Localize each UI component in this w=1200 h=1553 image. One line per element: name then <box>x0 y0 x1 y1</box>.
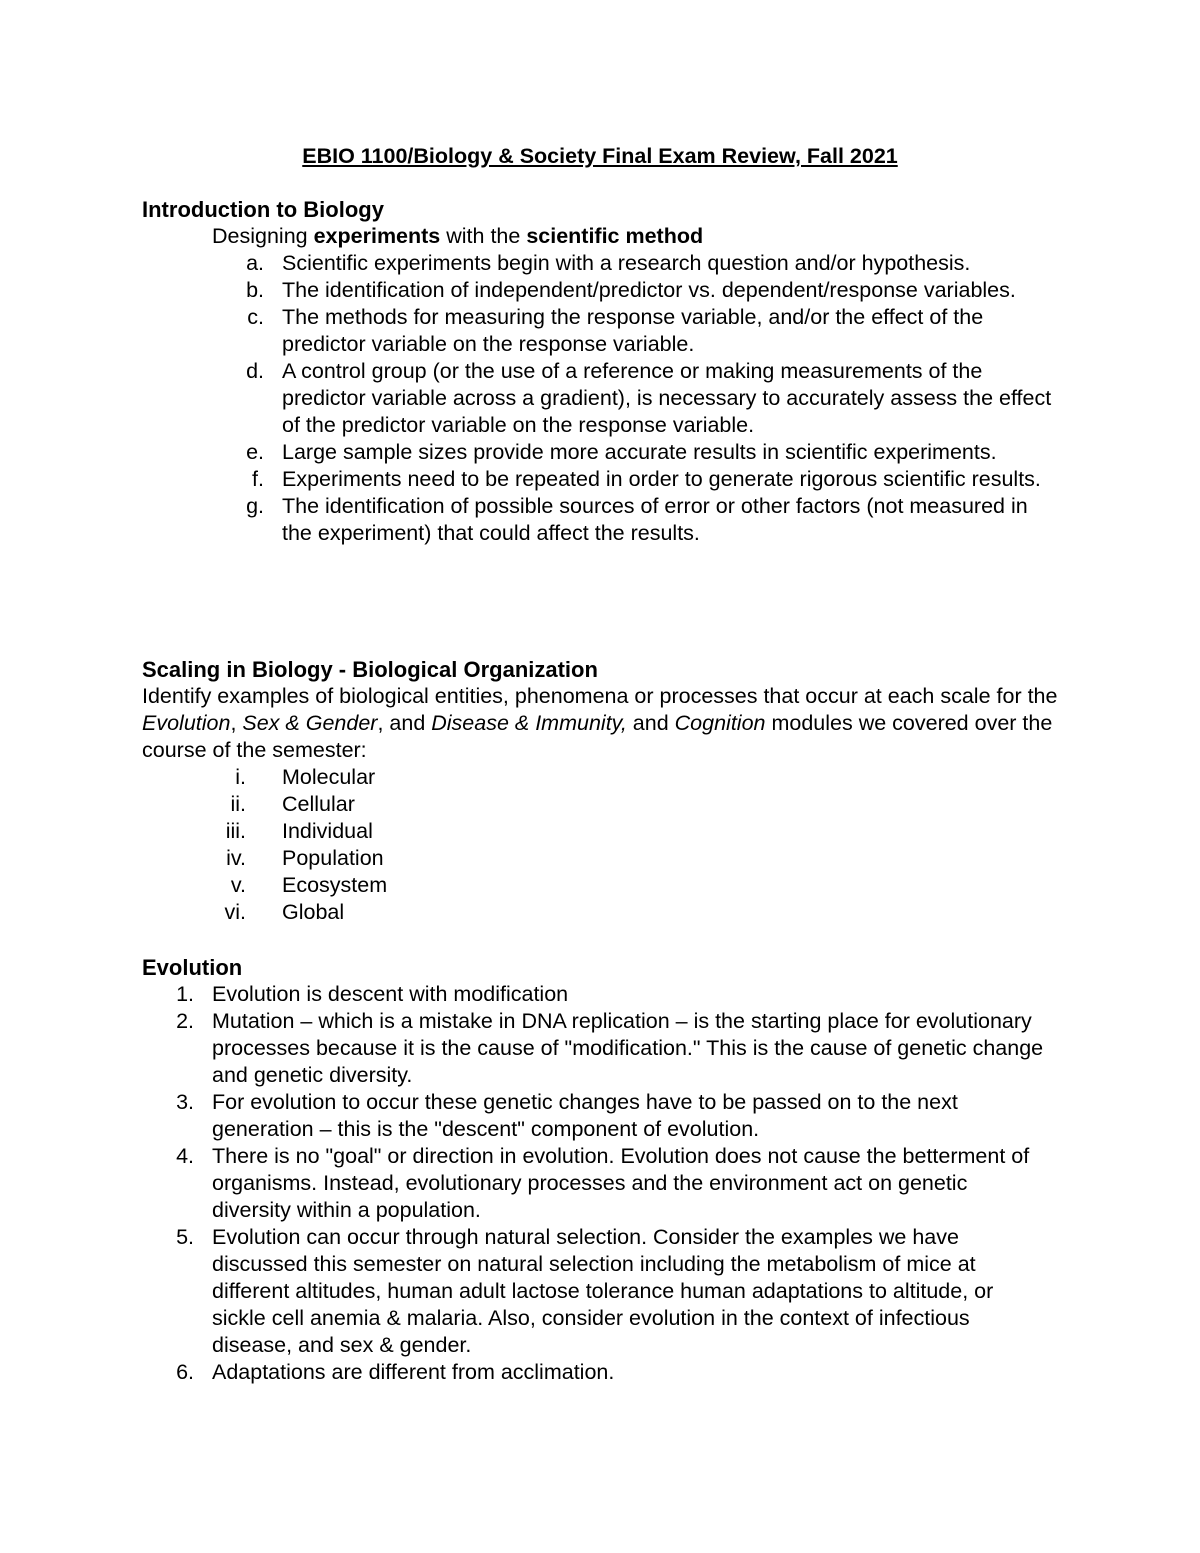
list-item <box>142 1224 1052 1359</box>
list-marker: f. <box>252 467 264 491</box>
subheading-mid: with the <box>440 224 527 248</box>
list-item <box>142 1143 1052 1224</box>
list-item-text: The identification of possible sources of error or other factors (not measured in the experiment) that could affect the results. <box>282 494 1028 545</box>
list-item-text: Population <box>282 846 384 870</box>
para-text: , <box>230 711 243 735</box>
list-item-text: A control group (or the use of a reference or making measurements of the predictor variable across a gradient), is necessary to accurately assess the effect of the predictor variable on the response variable. <box>282 359 1052 437</box>
document-title: EBIO 1100/Biology & Society Final Exam Review, Fall 2021 <box>302 144 898 168</box>
list-marker: v. <box>230 873 246 897</box>
para-italic-evolution: Evolution <box>142 711 231 735</box>
list-item <box>142 493 1052 547</box>
intro-list <box>142 250 1072 547</box>
list-marker: 4. <box>176 1144 194 1168</box>
list-marker: vi. <box>224 900 246 924</box>
para-text: modules we covered over the course of the semester: <box>142 711 1053 762</box>
list-item <box>142 439 1052 466</box>
list-item-text: Molecular <box>282 765 376 789</box>
list-item <box>142 791 1052 818</box>
list-item <box>142 899 1052 926</box>
list-item-text: Global <box>282 900 345 924</box>
list-item <box>142 358 1052 439</box>
subheading-experiments <box>212 223 1072 250</box>
list-item <box>142 304 1052 358</box>
subheading-prefix: Designing <box>212 224 314 248</box>
list-item-text: Individual <box>282 819 373 843</box>
list-item <box>142 872 1052 899</box>
list-item <box>142 818 1052 845</box>
section-evolution <box>142 954 1072 1386</box>
list-item <box>142 845 1052 872</box>
list-item <box>142 1008 1052 1089</box>
list-marker: e. <box>246 440 264 464</box>
scaling-list <box>142 764 1072 926</box>
list-item <box>142 1089 1052 1143</box>
list-marker: 6. <box>176 1360 194 1384</box>
list-item-text: Large sample sizes provide more accurate results in scientific experiments. <box>282 440 997 464</box>
subheading-bold-method: scientific method <box>526 224 704 248</box>
list-item <box>142 466 1052 493</box>
list-item-text: Adaptations are different from acclimation. <box>212 1360 615 1384</box>
para-text: , and <box>377 711 432 735</box>
section-introduction <box>142 196 1072 547</box>
list-item-text: Evolution can occur through natural selection. Consider the examples we have discussed this semester on natural selection including the metabolism of mice at different altitudes, human adult lactose tolerance human adaptations to altitude, or sickle cell anemia & malaria. Also, consider evolution in the context of infectious disease, and sex & gender. <box>212 1225 994 1357</box>
para-text: Identify examples of biological entities, phenomena or processes that occur at each scale for the <box>142 684 1058 708</box>
list-item <box>142 277 1052 304</box>
list-marker: b. <box>246 278 264 302</box>
list-marker: 1. <box>176 982 194 1006</box>
section-scaling <box>142 656 1072 926</box>
para-italic-disease: Disease & Immunity, <box>431 711 627 735</box>
subheading-bold-experiments: experiments <box>313 224 441 248</box>
list-item <box>142 981 1052 1008</box>
list-marker: i. <box>235 765 246 789</box>
evolution-list <box>142 981 1072 1386</box>
section-heading-scaling: Scaling in Biology - Biological Organization <box>142 657 598 682</box>
list-marker: 5. <box>176 1225 194 1249</box>
list-item-text: Ecosystem <box>282 873 388 897</box>
list-marker: iii. <box>225 819 246 843</box>
list-item-text: Mutation – which is a mistake in DNA replication – is the starting place for evolutionary processes because it is the cause of "modification." This is the cause of genetic change and genetic diversity. <box>212 1009 1044 1087</box>
list-item-text: Evolution is descent with modification <box>212 982 569 1006</box>
section-heading-evolution: Evolution <box>142 955 243 980</box>
list-marker: iv. <box>226 846 246 870</box>
list-marker: ii. <box>230 792 246 816</box>
list-item-text: There is no "goal" or direction in evolution. Evolution does not cause the betterment of organisms. Instead, evolutionary processes and the environment act on genetic diversity within a population. <box>212 1144 1030 1222</box>
list-item-text: The identification of independent/predictor vs. dependent/response variables. <box>282 278 1016 302</box>
section-heading-introduction: Introduction to Biology <box>142 197 384 222</box>
para-text: and <box>626 711 675 735</box>
list-item-text: Experiments need to be repeated in order to generate rigorous scientific results. <box>282 467 1041 491</box>
para-italic-cognition: Cognition <box>674 711 766 735</box>
scaling-paragraph <box>142 683 1072 764</box>
list-item <box>142 250 1052 277</box>
list-marker: 2. <box>176 1009 194 1033</box>
list-marker: 3. <box>176 1090 194 1114</box>
list-item <box>142 764 1052 791</box>
list-item-text: The methods for measuring the response variable, and/or the effect of the predictor variable on the response variable. <box>282 305 984 356</box>
list-item <box>142 1359 1052 1386</box>
list-marker: g. <box>246 494 264 518</box>
list-item-text: For evolution to occur these genetic changes have to be passed on to the next generation – this is the "descent" component of evolution. <box>212 1090 958 1141</box>
list-marker: d. <box>246 359 264 383</box>
list-item-text: Cellular <box>282 792 355 816</box>
para-italic-sex-gender: Sex & Gender <box>242 711 378 735</box>
list-marker: a. <box>246 251 264 275</box>
list-item-text: Scientific experiments begin with a research question and/or hypothesis. <box>282 251 971 275</box>
list-marker: c. <box>247 305 264 329</box>
